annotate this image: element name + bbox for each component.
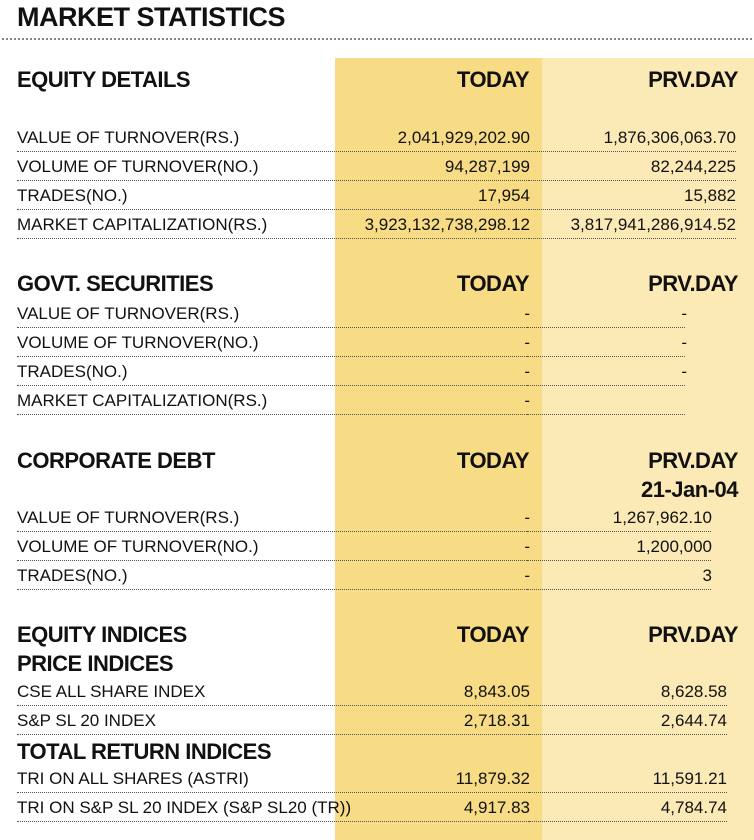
- today-value: 17,954: [478, 186, 530, 205]
- prev-day-leader-line: [529, 734, 727, 735]
- prev-day-leader-line: [529, 792, 727, 793]
- row-label: TRADES(NO.): [17, 362, 128, 381]
- table-row: [17, 711, 754, 735]
- row-label: VALUE OF TURNOVER(RS.): [17, 508, 240, 527]
- today-value: -: [524, 508, 530, 527]
- today-value: -: [524, 333, 530, 352]
- table-row: [17, 128, 754, 152]
- row-label: TRADES(NO.): [17, 186, 128, 205]
- prev-day-leader-line: [529, 705, 727, 706]
- prev-day-leader-line: [529, 238, 736, 239]
- row-label: VOLUME OF TURNOVER(NO.): [17, 157, 259, 176]
- row-label: MARKET CAPITALIZATION(RS.): [17, 391, 268, 410]
- prev-day-value: 3: [702, 566, 712, 585]
- row-label: TRI ON S&P SL 20 INDEX (S&P SL20 (TR)): [17, 798, 352, 817]
- table-row: [17, 333, 754, 357]
- prev-day-value: 1,267,962.10: [612, 508, 712, 527]
- govt-today-header: TODAY: [456, 271, 529, 296]
- indices-heading: EQUITY INDICES: [17, 622, 187, 647]
- indices-prev-header: PRV.DAY: [648, 622, 738, 647]
- today-value: 3,923,132,738,298.12: [364, 215, 530, 234]
- prev-day-leader-line: [527, 327, 685, 328]
- prev-day-value: 8,628.58: [660, 682, 727, 701]
- prev-day-leader-line: [529, 209, 736, 210]
- table-row: [17, 186, 754, 210]
- prev-day-leader-line: [529, 821, 727, 822]
- table-row: [17, 769, 754, 793]
- today-value: 11,879.32: [455, 769, 530, 788]
- prev-day-leader-line: [527, 356, 685, 357]
- prev-day-value: 1,200,000: [636, 537, 712, 556]
- today-value: -: [524, 566, 530, 585]
- table-row: [17, 215, 754, 239]
- equity-heading: EQUITY DETAILS: [17, 67, 191, 92]
- row-label: VALUE OF TURNOVER(RS.): [17, 128, 240, 147]
- row-label: VALUE OF TURNOVER(RS.): [17, 304, 240, 323]
- table-row: [17, 362, 754, 386]
- table-row: [17, 391, 754, 415]
- govt-prev-header: PRV.DAY: [648, 271, 738, 296]
- table-row: [17, 304, 754, 328]
- prev-day-value: 11,591.21: [652, 769, 727, 788]
- total-return-indices-heading: TOTAL RETURN INDICES: [17, 739, 272, 764]
- row-label: MARKET CAPITALIZATION(RS.): [17, 215, 268, 234]
- prev-day-value: -: [681, 333, 687, 352]
- today-value: 94,287,199: [444, 157, 530, 176]
- page-title: MARKET STATISTICS: [17, 2, 285, 32]
- table-row: [17, 508, 754, 532]
- govt-heading: GOVT. SECURITIES: [17, 271, 214, 296]
- corporate-today-header: TODAY: [456, 448, 529, 473]
- today-value: -: [524, 391, 530, 410]
- table-row: [17, 566, 754, 590]
- prev-day-value: 4,784.74: [660, 798, 727, 817]
- prev-day-value: 3,817,941,286,914.52: [570, 215, 736, 234]
- prev-day-value: -: [681, 304, 687, 323]
- table-row: [17, 798, 754, 822]
- indices-today-header: TODAY: [456, 622, 529, 647]
- prev-day-value: 1,876,306,063.70: [603, 128, 736, 147]
- table-row: [17, 157, 754, 181]
- row-label: S&P SL 20 INDEX: [17, 711, 156, 730]
- prev-day-leader-line: [527, 385, 685, 386]
- prev-day-value: 82,244,225: [650, 157, 736, 176]
- prev-day-value: 15,882: [684, 186, 736, 205]
- prev-day-leader-line: [529, 151, 736, 152]
- table-row: [17, 682, 754, 706]
- corporate-prev-date: 21-Jan-04: [640, 477, 738, 502]
- today-value: 2,718.31: [463, 711, 530, 730]
- prev-day-value: -: [681, 362, 687, 381]
- row-label: VOLUME OF TURNOVER(NO.): [17, 333, 259, 352]
- price-indices-heading: PRICE INDICES: [17, 651, 174, 676]
- equity-prev-header: PRV.DAY: [648, 67, 738, 92]
- today-value: -: [524, 304, 530, 323]
- title-divider: [2, 38, 752, 40]
- row-label: VOLUME OF TURNOVER(NO.): [17, 537, 259, 556]
- row-label: TRADES(NO.): [17, 566, 128, 585]
- prev-day-leader-line: [527, 589, 711, 590]
- corporate-heading: CORPORATE DEBT: [17, 448, 215, 473]
- table-row: [17, 537, 754, 561]
- row-label: TRI ON ALL SHARES (ASTRI): [17, 769, 249, 788]
- row-label: CSE ALL SHARE INDEX: [17, 682, 206, 701]
- today-value: -: [524, 537, 530, 556]
- prev-day-leader-line: [527, 414, 685, 415]
- prev-day-leader-line: [527, 531, 711, 532]
- today-value: 2,041,929,202.90: [397, 128, 530, 147]
- equity-today-header: TODAY: [456, 67, 529, 92]
- corporate-prev-header: PRV.DAY: [648, 448, 738, 473]
- today-value: 8,843.05: [463, 682, 530, 701]
- prev-day-value: 2,644.74: [660, 711, 727, 730]
- today-value: -: [524, 362, 530, 381]
- today-value: 4,917.83: [463, 798, 530, 817]
- prev-day-leader-line: [529, 180, 736, 181]
- prev-day-leader-line: [527, 560, 711, 561]
